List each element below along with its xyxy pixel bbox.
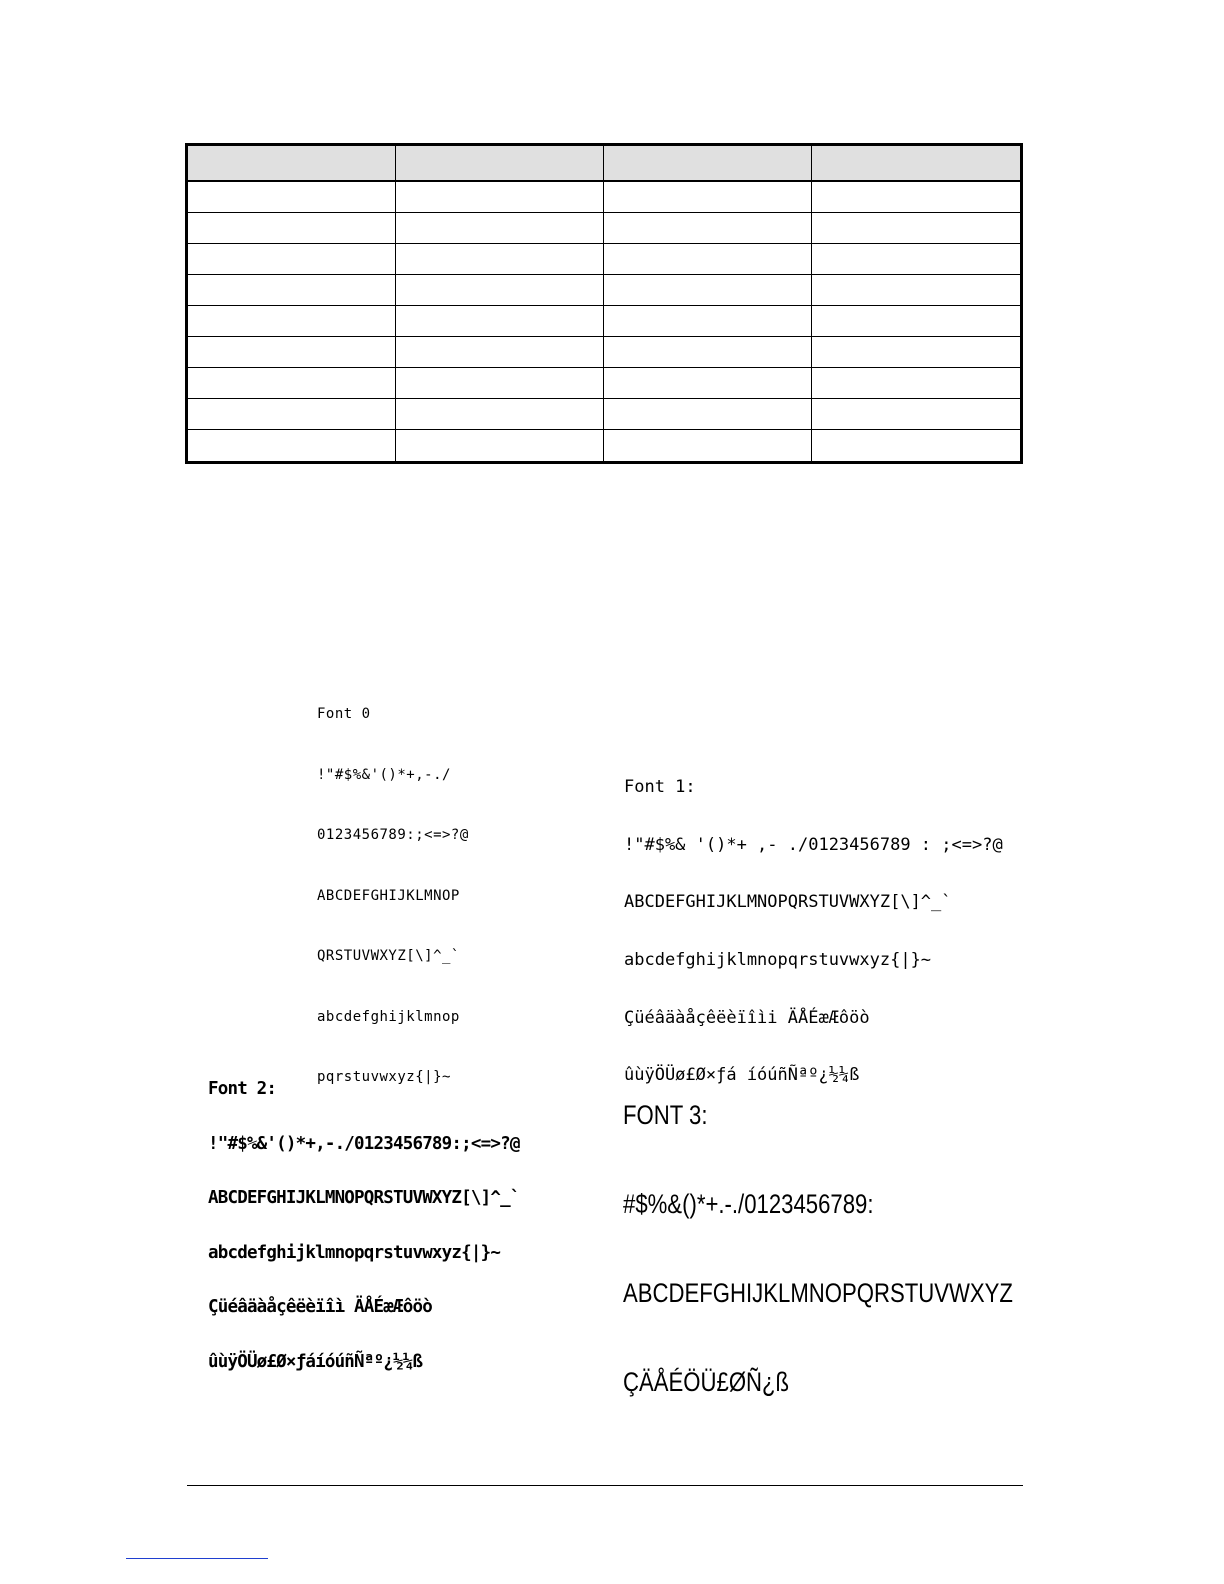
table-cell: [812, 337, 1020, 368]
table-cell: [396, 244, 604, 275]
font-2-line: !"#$%&'()*+,-./0123456789:;<=>?@: [208, 1133, 520, 1154]
table-cell: [812, 275, 1020, 306]
table-cell: [188, 368, 396, 399]
font-1-line: ABCDEFGHIJKLMNOPQRSTUVWXYZ[\]^_`: [624, 892, 952, 913]
font-2-line: Çüéâäàåçêëèïîì ÄÅÉæÆôöò: [208, 1297, 432, 1317]
font-2-line: ûùÿÖÜø£Ø×ƒáíóúñÑªº¿½¼ß: [208, 1351, 423, 1372]
table-cell: [188, 275, 396, 306]
table-cell: [188, 337, 396, 368]
table-cell: [396, 368, 604, 399]
font-1-line: abcdefghijklmnopqrstuvwxyz{|}~: [624, 950, 932, 971]
table-cell: [604, 430, 812, 461]
table-cell: [188, 430, 396, 461]
font-3-line: ÇÄÅÉÖÜ£ØÑ¿ß: [623, 1367, 790, 1397]
font-3-sample: [623, 1048, 1013, 1431]
font-2-line: ABCDEFGHIJKLMNOPQRSTUVWXYZ[\]^_`: [208, 1188, 520, 1208]
font-0-line: !"#$%&'()*+,-./: [317, 766, 451, 783]
table-cell: [812, 182, 1020, 213]
font-0-line: Font 0: [317, 706, 371, 722]
font-1-line: Çüéâäàåçêëèïîìi ÄÅÉæÆôöò: [624, 1007, 870, 1028]
table-cell: [188, 213, 396, 244]
footer-rule: [187, 1485, 1023, 1486]
table-cell: [604, 368, 812, 399]
table-cell: [188, 399, 396, 430]
table-cell: [604, 213, 812, 244]
table-cell: [604, 337, 812, 368]
table-cell: [188, 182, 396, 213]
corner-link-underline: [126, 1558, 268, 1559]
table-cell: [396, 275, 604, 306]
table-cell: [604, 275, 812, 306]
table-cell: [812, 306, 1020, 337]
table-cell: [396, 337, 604, 368]
table-cell: [188, 306, 396, 337]
table-cell: [604, 244, 812, 275]
table-cell: [396, 213, 604, 244]
table-cell: [812, 399, 1020, 430]
table-cell: [812, 213, 1020, 244]
font-2-sample: [208, 1046, 520, 1391]
table-cell: [604, 182, 812, 213]
table-cell: [188, 244, 396, 275]
table-cell: [396, 182, 604, 213]
font-3-line: FONT 3:: [623, 1100, 708, 1130]
table-cell: [604, 306, 812, 337]
table-cell: [604, 399, 812, 430]
table-cell: [396, 430, 604, 461]
font-0-line: ABCDEFGHIJKLMNOP: [317, 887, 460, 904]
font-3-line: #$%&()*+.-./0123456789:: [623, 1189, 874, 1219]
font-1-line: ûùÿÖÜø£Ø×ƒá íóúñÑªº¿½¼ß: [624, 1065, 860, 1086]
font-0-line: 0123456789:;<=>?@: [317, 827, 469, 843]
table-cell: [396, 399, 604, 430]
font-0-line: abcdefghijklmnop: [317, 1008, 460, 1025]
font-0-line: pqrstuvwxyz{|}~: [317, 1069, 451, 1085]
table-cell: [812, 244, 1020, 275]
font-1-line: Font 1:: [624, 777, 696, 797]
font-2-line: Font 2:: [208, 1079, 277, 1099]
table-cell: [812, 430, 1020, 461]
table-header-cell: [188, 146, 396, 182]
table-cell: [396, 306, 604, 337]
table-cell: [812, 368, 1020, 399]
table-header-cell: [604, 146, 812, 182]
font-3-line: ABCDEFGHIJKLMNOPQRSTUVWXYZ: [623, 1278, 1013, 1308]
table-header-cell: [812, 146, 1020, 182]
font-0-line: QRSTUVWXYZ[\]^_`: [317, 948, 460, 964]
table-header-cell: [396, 146, 604, 182]
font-1-line: !"#$%& '()*+ ,- ./0123456789 : ;<=>?@: [624, 834, 1003, 855]
font-2-line: abcdefghijklmnopqrstuvwxyz{|}~: [208, 1242, 501, 1263]
font-table: [185, 143, 1023, 464]
